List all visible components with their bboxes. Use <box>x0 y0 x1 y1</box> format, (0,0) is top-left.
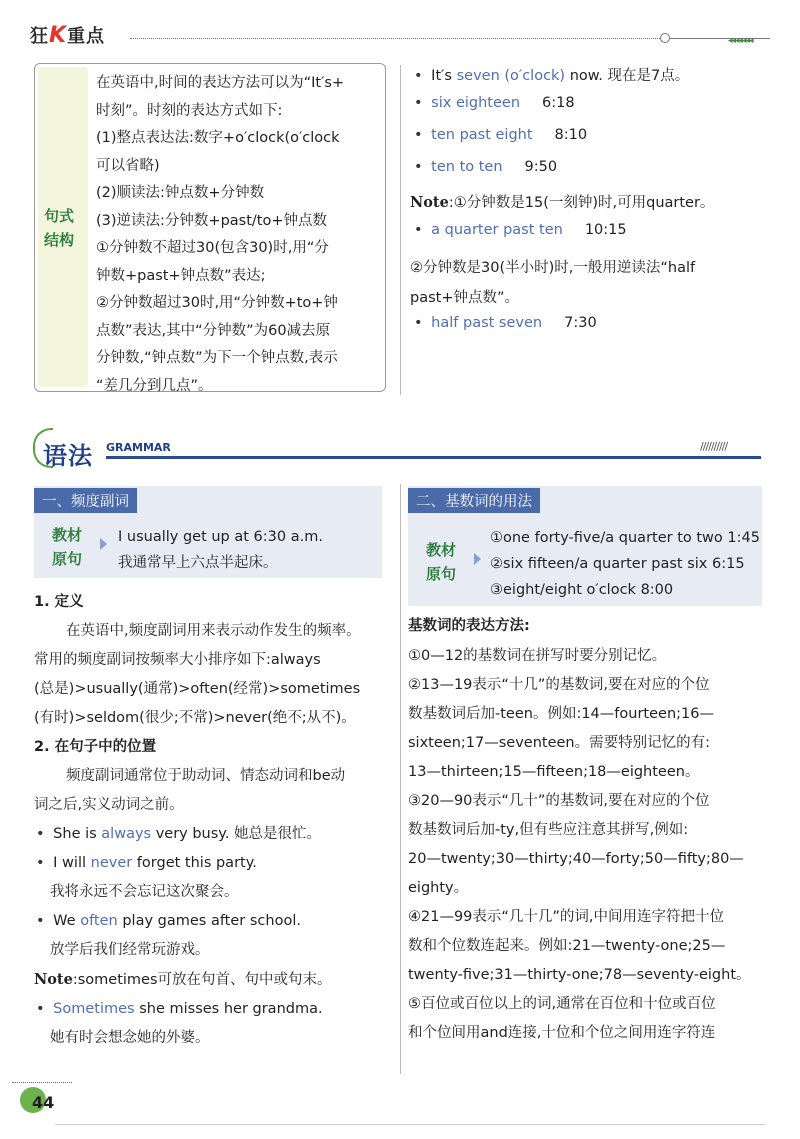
box-line: 在英语中,时间的表达方法可以为“It′s+ <box>96 75 345 91</box>
example-seven: • It′s seven (o′clock) now. 现在是7点。 <box>414 64 689 85</box>
logo-text-a: 狂 <box>30 26 49 47</box>
footer-rule <box>55 1124 765 1125</box>
sec1-definition-text: 在英语中,频度副词用来表示动作发生的频率。 常用的频度副词按频率大小排序如下:always (总是)>usually(通常)>often(经常)>sometimes (有时)>seldom(很少;不常)>never(绝不;从不)。 <box>34 623 361 726</box>
label-line-2: 结构 <box>44 231 75 249</box>
example-half-past-seven: • half past seven 7:30 <box>414 315 597 331</box>
grammar-rule <box>106 456 761 459</box>
sec1-example-often: • We often play games after school. <box>36 907 301 936</box>
sec2-arrow-icon <box>474 553 481 565</box>
sec1-heading-definition: 1. 定义 <box>34 594 84 610</box>
sec1-example-often-cn: 放学后我们经常玩游戏。 <box>50 942 210 958</box>
example-ten-to-ten: • ten to ten 9:50 <box>414 159 557 175</box>
box-line: 时刻”。时刻的表达方式如下: <box>96 102 283 119</box>
box-line: (2)顺读法:钟点数+分钟数 <box>96 185 265 201</box>
box-line: (3)逆读法:分钟数+past/to+钟点数 <box>96 212 327 229</box>
column-divider-bottom <box>400 484 401 1074</box>
sec2-source-text: ①one forty-five/a quarter to two 1:45 ②six fifteen/a quarter past six 6:15 ③eight/eight o′clock 8:00 <box>490 530 760 598</box>
label-line-1: 句式 <box>44 207 75 225</box>
sec1-example-never-cn: 我将永远不会忘记这次聚会。 <box>50 884 239 900</box>
box-line: 钟数+past+钟点数”表达; <box>96 267 266 284</box>
sec1-arrow-icon <box>100 538 107 550</box>
sec1-source-label: 教材 原句 <box>52 526 83 568</box>
sec1-example-always: • She is always very busy. 她总是很忙。 <box>36 820 321 849</box>
grammar-title: 语法 <box>43 442 93 470</box>
sec1-note: Note:sometimes可放在句首、句中或句末。 <box>34 971 332 988</box>
sec1-source-text: I usually get up at 6:30 a.m. 我通常早上六点半起床。 <box>118 529 323 571</box>
box-line: ②分钟数超过30时,用“分钟数+to+钟 <box>96 295 338 311</box>
footer-dotted-rule <box>12 1082 72 1083</box>
sec1-heading-position: 2. 在句子中的位置 <box>34 739 157 755</box>
sec2-tab: 二、基数词的用法 <box>408 488 540 513</box>
header-rule <box>670 38 770 39</box>
sec1-example-sometimes-cn: 她有时会想念她的外婆。 <box>50 1030 210 1046</box>
sec1-tab: 一、频度副词 <box>34 488 137 513</box>
example-six-eighteen: • six eighteen 6:18 <box>414 95 575 111</box>
page-number: 44 <box>32 1093 55 1112</box>
example-ten-past-eight: • ten past eight 8:10 <box>414 127 587 143</box>
box-line: 点数”表达,其中“分钟数”为60减去原 <box>96 322 331 339</box>
header-circle-icon <box>660 33 670 43</box>
example-quarter-past-ten: • a quarter past ten 10:15 <box>414 222 627 238</box>
sec1-position-text: 频度副词通常位于助动词、情态动词和be动 词之后,实义动词之前。 <box>34 768 346 813</box>
grammar-en-title: GRAMMAR <box>106 441 171 454</box>
header-arrows-icon: ◂◂◂◂◂◂◂ <box>728 36 753 46</box>
sec1-example-sometimes: • Sometimes she misses her grandma. <box>36 995 323 1024</box>
column-divider-top <box>400 65 401 395</box>
box-line: 分钟数,“钟点数”为下一个钟点数,表示 <box>96 350 338 366</box>
logo-text-b: 重点 <box>67 26 106 47</box>
structure-box-text <box>96 70 378 400</box>
box-line: (1)整点表达法:数字+o′clock(o′clock <box>96 130 340 146</box>
box-line: ①分钟数不超过30(包含30)时,用“分 <box>96 240 329 256</box>
header-dotted-rule <box>130 38 660 39</box>
grammar-slashes: ////////// <box>700 440 728 453</box>
box-line: “差几分到几点”。 <box>96 377 213 394</box>
structure-box-label <box>44 204 74 252</box>
brand-logo <box>30 22 105 48</box>
sec2-heading: 基数词的表达方法: <box>408 618 530 634</box>
sec2-source-label: 教材 原句 <box>426 541 457 583</box>
note-half: ②分钟数是30(半小时)时,一般用逆读法“half past+钟点数”。 <box>410 260 696 306</box>
logo-text-k: K <box>49 23 68 48</box>
box-line: 可以省略) <box>96 157 160 174</box>
sec1-example-never: • I will never forget this party. <box>36 849 257 878</box>
note-quarter: Note:①分钟数是15(一刻钟)时,可用quarter。 <box>410 194 715 211</box>
sec2-body: ①0—12的基数词在拼写时要分别记忆。 ②13—19表示“十几”的基数词,要在对应的个位 数基数词后加-teen。例如:14—fourteen;16— sixteen;17—seventeen。需要特别记忆的有: 13—thirteen;15—fifteen;18—eighteen。 ③20—90表示“几十”的基数词,要在对应的个位 数基数词后加-ty,但有些应注意其拼写,例如: 20—twenty;30—thirty;40—forty;50—fifty;80— eighty。 ④21—99表示“几十几”的词,中间用连字符把十位 数和个位数连起来。例如:21—twenty-one;25— twenty-five;31—thirty-one;78—seventy-eight。 ⑤百位或百位以上的词,通常在百位和十位或百位 和个位间用and连接,十位和个位之间用连字符连 <box>408 648 751 1041</box>
